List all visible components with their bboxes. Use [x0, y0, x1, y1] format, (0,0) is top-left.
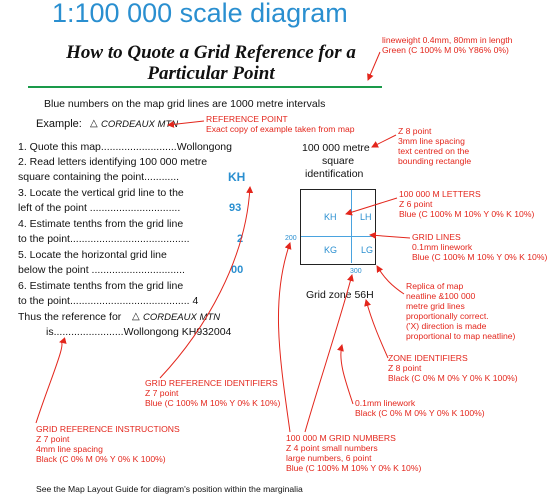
- example-label: Example:: [36, 118, 82, 130]
- annotation-grid-numbers-1: 100 000 M GRID NUMBERS: [286, 433, 396, 443]
- annotation-letters-2: Z 6 point: [399, 199, 433, 209]
- annotation-grid-numbers-4: Blue (C 100% M 10% Y 0% K 10%): [286, 463, 422, 473]
- step-5a: 5. Locate the horizontal grid line: [18, 249, 167, 261]
- diagram-subtitle: How to Quote a Grid Reference for a Particular Point: [66, 42, 356, 84]
- annotation-lineweight-1: lineweight 0.4mm, 80mm in length: [382, 35, 513, 45]
- annotation-linework-1: 0.1mm linework: [355, 398, 416, 408]
- annotation-zone-identifiers-3: Black (C 0% M 0% Y 0% K 100%): [388, 373, 518, 383]
- annotation-z8-3: text centred on the: [398, 146, 470, 156]
- triangle-icon-2: △: [132, 311, 140, 322]
- footer-note: See the Map Layout Guide for diagram's position within the marginalia: [36, 484, 303, 494]
- step-5-value: 00: [231, 264, 244, 276]
- annotation-letters-3: Blue (C 100% M 10% Y 0% K 10%): [399, 209, 535, 219]
- blue-numbers-note: Blue numbers on the map grid lines are 1000 metre intervals: [44, 98, 326, 110]
- annotation-grid-lines-3: Blue (C 100% M 10% Y 0% K 10%): [412, 252, 548, 262]
- annotation-grid-numbers-2: Z 4 point small numbers: [286, 443, 378, 453]
- square-id-line3: identification: [305, 168, 364, 180]
- annotation-replica-3: metre grid lines: [406, 301, 465, 311]
- annotation-replica-2: neatline &100 000: [406, 291, 476, 301]
- step-3a: 3. Locate the vertical grid line to the: [18, 187, 184, 199]
- annotation-linework-2: Black (C 0% M 0% Y 0% K 100%): [355, 408, 485, 418]
- arrow-letters: [346, 198, 397, 214]
- annotation-gr-identifiers-1: GRID REFERENCE IDENTIFIERS: [145, 378, 278, 388]
- annotation-gr-identifiers-3: Blue (C 100% M 10% Y 0% K 10%): [145, 398, 281, 408]
- arrow-z8: [372, 135, 396, 147]
- arrow-linework: [341, 345, 353, 404]
- arrow-grid-lines: [370, 235, 410, 238]
- step-2b: square containing the point............: [18, 171, 180, 183]
- annotation-letters-1: 100 000 M LETTERS: [399, 189, 481, 199]
- grid-cell-lh: LH: [360, 212, 372, 222]
- annotation-gr-identifiers-2: Z 7 point: [145, 388, 179, 398]
- step-2a: 2. Read letters identifying 100 000 metre: [18, 156, 208, 168]
- arrow-gr-instructions: [36, 342, 62, 423]
- annotation-reference-point-1: REFERENCE POINT: [206, 114, 288, 124]
- annotation-grid-numbers-3: large numbers, 6 point: [286, 453, 372, 463]
- arrow-zone: [366, 300, 388, 358]
- annotation-z8-2: 3mm line spacing: [398, 136, 465, 146]
- annotation-z8-1: Z 8 point: [398, 126, 432, 136]
- thus-name: CORDEAUX MTN: [143, 312, 221, 323]
- thus-prefix: Thus the reference for: [18, 311, 122, 323]
- annotation-lineweight-2: Green (C 100% M 0% Y86% 0%): [382, 45, 509, 55]
- example-name: CORDEAUX MTN: [101, 119, 179, 130]
- step-4-value: 2: [237, 233, 244, 245]
- annotation-z8-4: bounding rectangle: [398, 156, 472, 166]
- annotation-grid-lines-1: GRID LINES: [412, 232, 461, 242]
- triangle-icon: △: [90, 118, 98, 129]
- step-2-value: KH: [228, 170, 246, 184]
- annotation-replica-5: ('X) direction is made: [406, 321, 487, 331]
- annotation-gr-instructions-1: GRID REFERENCE INSTRUCTIONS: [36, 424, 180, 434]
- step-4a: 4. Estimate tenths from the grid line: [18, 218, 184, 230]
- arrow-gr-identifiers: [160, 187, 250, 378]
- arrow-lineweight: [368, 52, 380, 80]
- step-3-value: 93: [229, 202, 242, 214]
- annotation-replica-6: proportional to map neatline): [406, 331, 516, 341]
- annotation-zone-identifiers-2: Z 8 point: [388, 363, 422, 373]
- grid-zone-label: Grid zone 56H: [306, 289, 374, 301]
- grid-cell-kh: KH: [324, 212, 337, 222]
- annotation-gr-instructions-4: Black (C 0% M 0% Y 0% K 100%): [36, 454, 166, 464]
- grid-cell-kg: KG: [324, 245, 338, 255]
- annotation-zone-identifiers-1: ZONE IDENTIFIERS: [388, 353, 468, 363]
- grid-number-left: 200: [285, 235, 297, 242]
- step-6b: to the point......................................... 4: [18, 295, 199, 307]
- step-1: 1. Quote this map..........................Wollongong: [18, 141, 232, 153]
- arrow-grid-numbers-1: [278, 243, 290, 432]
- square-id-line1: 100 000 metre: [302, 142, 370, 154]
- square-id-line2: square: [322, 155, 355, 167]
- annotation-reference-point-2: Exact copy of example taken from map: [206, 124, 355, 134]
- annotation-replica-4: proportionally correct.: [406, 311, 489, 321]
- step-5b: below the point ................................: [18, 264, 185, 276]
- step-4b: to the point.........................................: [18, 233, 190, 245]
- page-title: 1:100 000 scale diagram: [52, 0, 348, 28]
- grid-cell-lg: LG: [361, 245, 374, 255]
- annotation-gr-instructions-3: 4mm line spacing: [36, 444, 103, 454]
- arrow-grid-numbers-2: [305, 275, 352, 432]
- step-6a: 6. Estimate tenths from the grid line: [18, 280, 184, 292]
- thus-result: is........................Wollongong KH932004: [46, 326, 232, 338]
- grid-number-bottom: 300: [350, 268, 362, 275]
- annotation-replica-1: Replica of map: [406, 281, 464, 291]
- step-3b: left of the point ...............................: [18, 202, 181, 214]
- annotation-grid-lines-2: 0.1mm linework: [412, 242, 473, 252]
- arrow-reference-point: [168, 121, 204, 125]
- annotation-gr-instructions-2: Z 7 point: [36, 434, 70, 444]
- arrow-replica: [377, 266, 404, 294]
